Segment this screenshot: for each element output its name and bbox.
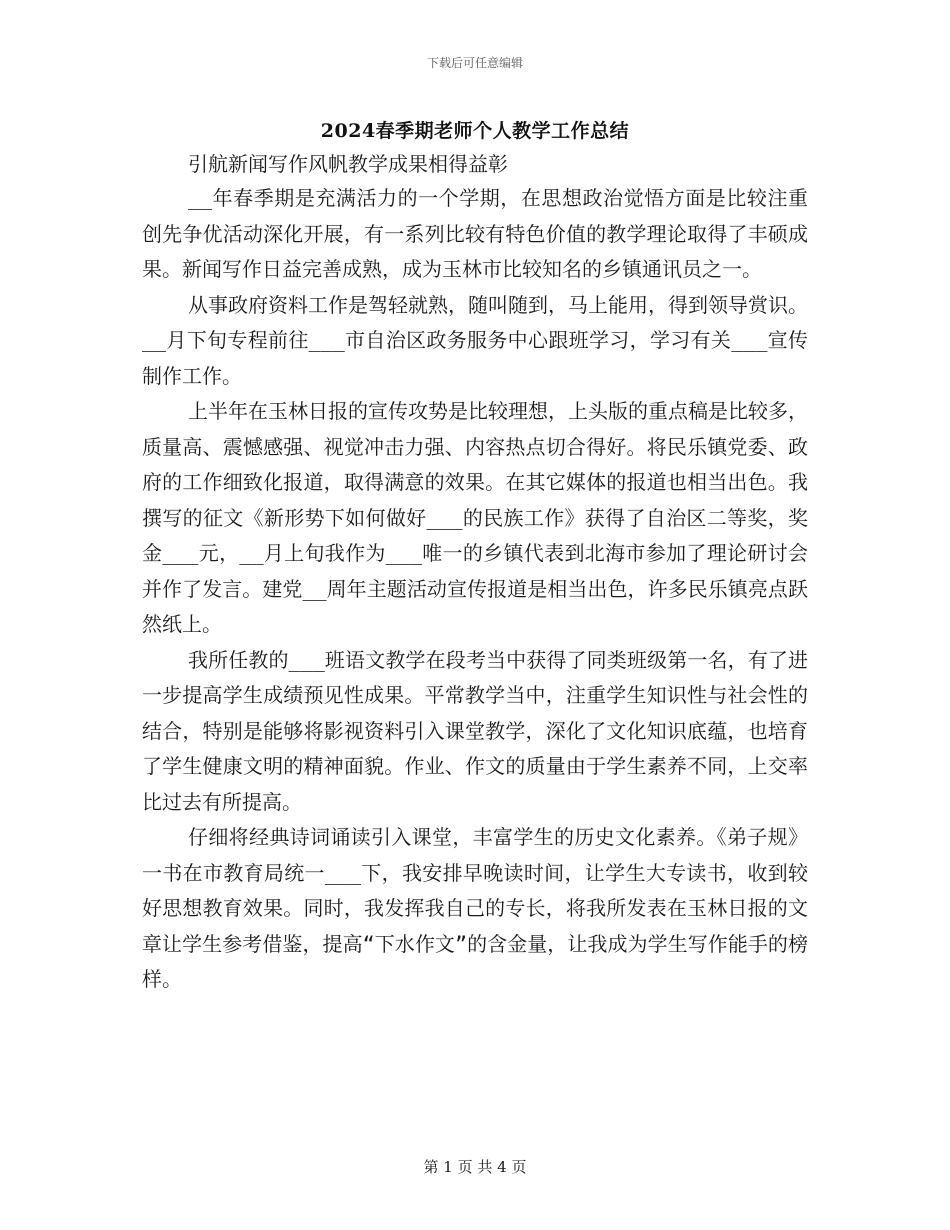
header-note: 下载后可任意编辑: [426, 56, 523, 70]
paragraph-4: 我所任教的___班语文教学在段考当中获得了同类班级第一名，有了进一步提高学生成绩预见性成果。平常教学当中，注重学生知识性与社会性的结合，特别是能够将影视资料引入课堂教学，深化了文化知识底蕴，也培育了学生健康文明的精神面貌。作业、作文的质量由于学生素养不同，上交率比过去有所提高。: [142, 647, 808, 814]
document-title: 2024春季期老师个人教学工作总结: [320, 120, 630, 142]
document-subtitle: 引航新闻写作风帆教学成果相得益彰: [188, 152, 508, 176]
paragraph-1: __年春季期是充满活力的一个学期，在思想政治觉悟方面是比较注重创先争优活动深化开展，有一系列比较有特色价值的教学理论取得了丰硕成果。新闻写作日益完善成熟，成为玉林市比较知名的乡镇通讯员之一。: [142, 186, 808, 281]
page-number: 第 1 页 共 4 页: [423, 1158, 527, 1176]
paragraph-5: 仔细将经典诗词诵读引入课堂，丰富学生的历史文化素养。《弟子规》一书在市教育局统一___下，我安排早晚读时间，让学生大专读书，收到较好思想教育效果。同时，我发挥我自己的专长，将我所发表在玉林日报的文章让学生参考借鉴，提高“下水作文”的含金量，让我成为学生写作能手的榜样。: [142, 825, 808, 991]
document-body: [142, 181, 808, 998]
paragraph-2: 从事政府资料工作是驾轻就熟，随叫随到，马上能用，得到领导赏识。__月下旬专程前往___市自治区政务服务中心跟班学习，学习有关___宣传制作工作。: [142, 292, 808, 388]
paragraph-3: 上半年在玉林日报的宣传攻势是比较理想，上头版的重点稿是比较多，质量高、震憾感强、视觉冲击力强、内容热点切合得好。将民乐镇党委、政府的工作细致化报道，取得满意的效果。在其它媒体的报道也相当出色。我撰写的征文《新形势下如何做好___的民族工作》获得了自治区二等奖，奖金___元，__月上旬我作为___唯一的乡镇代表到北海市参加了理论研讨会并作了发言。建党__周年主题活动宣传报道是相当出色，许多民乐镇亮点跃然纸上。: [142, 399, 808, 636]
